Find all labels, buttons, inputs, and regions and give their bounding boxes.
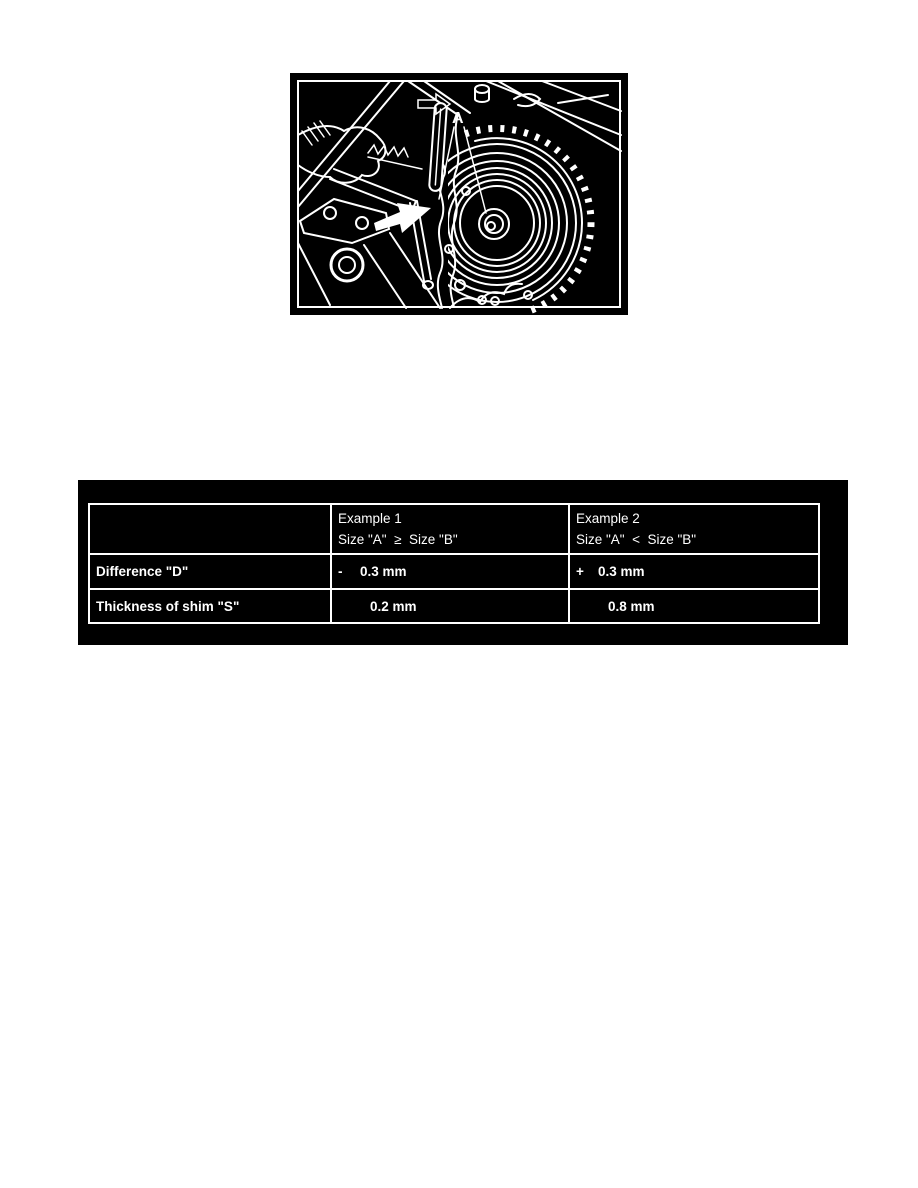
- value-number: 0.8 mm: [608, 598, 655, 614]
- bolt-head-icon: [475, 85, 489, 102]
- example-2-title: Example 2: [576, 510, 640, 526]
- converter-hub: [479, 209, 509, 239]
- header-example-1: [331, 504, 569, 554]
- figure-panel: [290, 73, 628, 315]
- corner-cell: [89, 504, 331, 554]
- example-1-title: Example 1: [338, 510, 402, 526]
- straightedge-gauge: [429, 103, 447, 192]
- example-1-condition: Size "A" ≥ Size "B": [338, 531, 458, 547]
- figure-label-a: A: [452, 110, 464, 127]
- example-2-condition: Size "A" < Size "B": [576, 531, 697, 547]
- value-sign: +: [576, 564, 584, 579]
- table-row-shim-thickness: [89, 589, 819, 623]
- difference-example-2-value: [569, 554, 819, 589]
- value-number: 0.3 mm: [360, 564, 407, 579]
- value-sign: -: [338, 564, 343, 579]
- table-header-row: [89, 504, 819, 554]
- shim-thickness-label: Thickness of shim "S": [89, 589, 331, 623]
- bracket: [300, 199, 389, 243]
- hand: [298, 121, 385, 183]
- value-number: 0.3 mm: [598, 564, 645, 579]
- table-row-difference: [89, 554, 819, 589]
- shim-example-1-value: [331, 589, 569, 623]
- shim-example-2-value: [569, 589, 819, 623]
- header-example-2: [569, 504, 819, 554]
- figure-illustration: [290, 73, 628, 315]
- serrated-edge: [368, 145, 408, 157]
- spec-table-panel: [78, 480, 848, 645]
- value-number: 0.2 mm: [370, 598, 417, 614]
- difference-example-1-value: [331, 554, 569, 589]
- cuff-hatching: [302, 121, 330, 145]
- difference-label: Difference "D": [89, 554, 331, 589]
- shim-spec-table: [88, 503, 820, 624]
- crank-seal: [331, 249, 363, 281]
